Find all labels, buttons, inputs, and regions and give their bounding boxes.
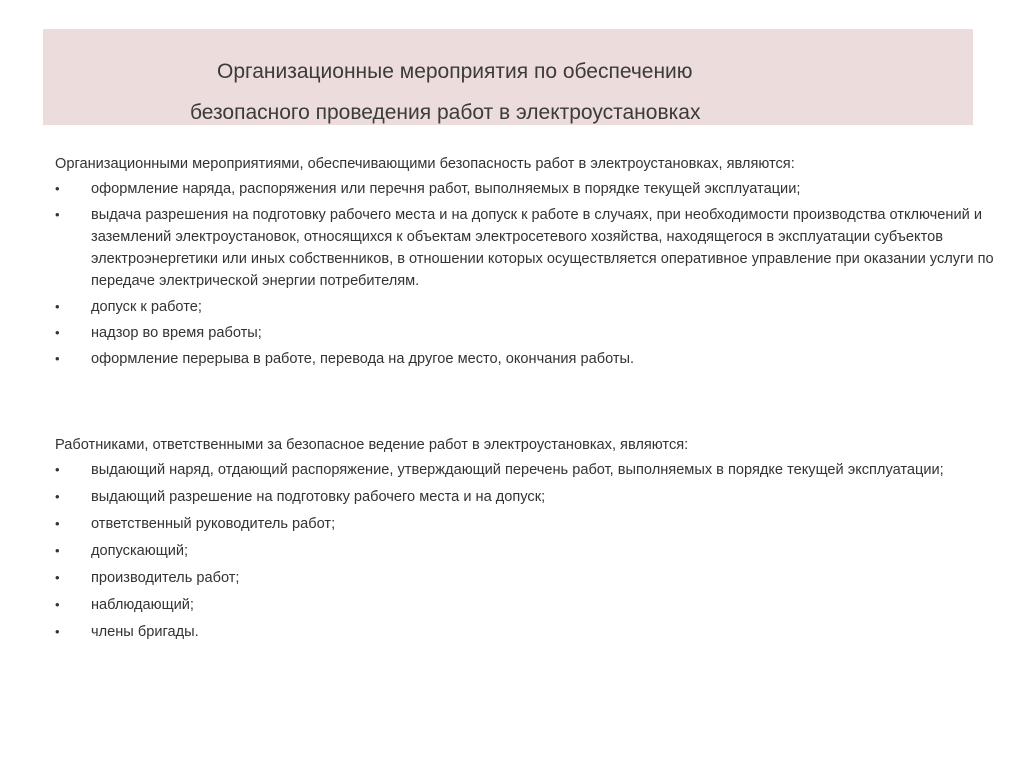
workers-list [55, 459, 1000, 643]
list-item-text: допуск к работе; [91, 299, 202, 315]
organizational-measures-section [55, 153, 1000, 374]
bullet-icon: • [55, 351, 60, 366]
list-item [55, 486, 1000, 508]
list-item [55, 348, 1000, 370]
bullet-icon: • [55, 299, 60, 314]
list-item [55, 594, 1000, 616]
title-line-2: безопасного проведения работ в электроустановках [190, 101, 701, 124]
list-item-text: выдающий разрешение на подготовку рабочего места и на допуск; [91, 489, 546, 505]
bullet-icon: • [55, 181, 60, 196]
list-item [55, 296, 1000, 318]
list-item-text: ответственный руководитель работ; [91, 516, 336, 532]
bullet-icon: • [55, 624, 60, 639]
list-item [55, 204, 1000, 292]
list-item [55, 178, 1000, 200]
bullet-icon: • [55, 325, 60, 340]
bullet-icon: • [55, 543, 60, 558]
responsible-workers-section [55, 434, 1000, 648]
bullet-icon: • [55, 570, 60, 585]
list-item [55, 322, 1000, 344]
list-item-text: допускающий; [91, 543, 189, 559]
section-intro: Организационными мероприятиями, обеспечивающими безопасность работ в электроустановках, являются: [55, 156, 795, 172]
title-line-1: Организационные мероприятия по обеспечению [217, 60, 693, 83]
list-item [55, 621, 1000, 643]
measures-list [55, 178, 1000, 370]
bullet-icon: • [55, 207, 60, 222]
list-item-text: производитель работ; [91, 570, 240, 586]
list-item-text: наблюдающий; [91, 597, 194, 613]
list-item-text: надзор во время работы; [91, 325, 262, 341]
list-item [55, 459, 1000, 481]
bullet-icon: • [55, 462, 60, 477]
list-item-text: выдача разрешения на подготовку рабочего места и на допуск к работе в случаях, при необходимости производства отключений и заземлений электроустановок, относящихся к объектам электросетевого хозяйства, находящегося в эксплуатации субъектов электроэнергетики или иных собственников, в отношении которых осуществляется оперативное управление при оказании услуги по передаче электрической энергии потребителям. [91, 207, 994, 289]
list-item [55, 567, 1000, 589]
bullet-icon: • [55, 516, 60, 531]
list-item [55, 513, 1000, 535]
list-item-text: оформление наряда, распоряжения или перечня работ, выполняемых в порядке текущей эксплуатации; [91, 181, 801, 197]
list-item [55, 540, 1000, 562]
section-intro: Работниками, ответственными за безопасное ведение работ в электроустановках, являются: [55, 437, 689, 453]
list-item-text: выдающий наряд, отдающий распоряжение, утверждающий перечень работ, выполняемых в порядке текущей эксплуатации; [91, 462, 944, 478]
bullet-icon: • [55, 597, 60, 612]
list-item-text: оформление перерыва в работе, перевода на другое место, окончания работы. [91, 351, 635, 367]
list-item-text: члены бригады. [91, 624, 199, 640]
bullet-icon: • [55, 489, 60, 504]
